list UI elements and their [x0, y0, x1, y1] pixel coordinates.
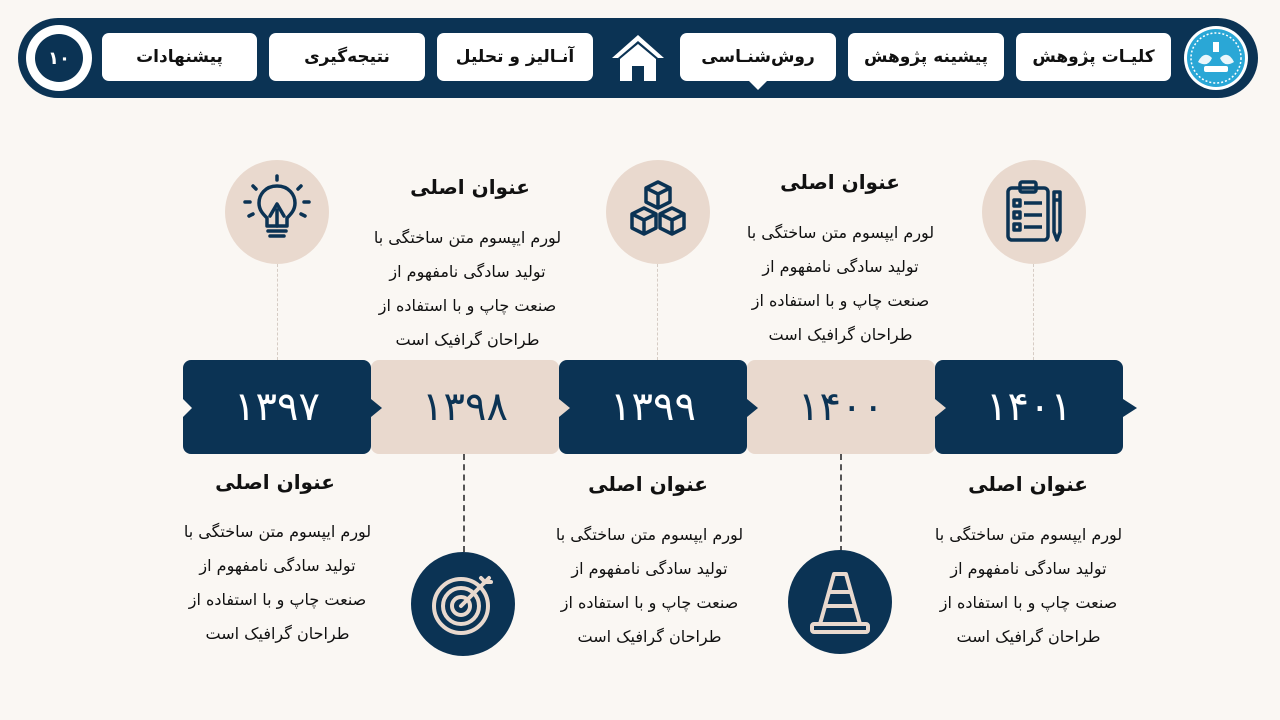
item-title-5: عنوان اصلی [968, 472, 1088, 496]
connector-line [463, 454, 465, 552]
university-seal-icon [1186, 28, 1246, 88]
timeline-notch [935, 399, 946, 417]
tab-methodology[interactable]: روش‌شنـاسی [680, 33, 836, 81]
tab-research-overview[interactable]: کلیـات پژوهش [1016, 33, 1171, 81]
page-number-badge [26, 25, 92, 91]
lightbulb-circle [225, 160, 329, 264]
clipboard-circle [982, 160, 1086, 264]
item-title-1: عنوان اصلی [215, 470, 335, 494]
home-icon [610, 32, 666, 84]
home-button[interactable] [610, 32, 666, 84]
connector-line [1033, 264, 1034, 360]
item-body-4: لورم ایپسوم متن ساختگی با تولید سادگی نامفهوم از صنعت چاپ و با استفاده از طراحان گرافیک است [746, 223, 935, 344]
timeline-year-3: ۱۳۹۹ [559, 360, 747, 454]
tab-literature-review[interactable]: پیشینه پژوهش [848, 33, 1004, 81]
item-body-2: لورم ایپسوم متن ساختگی با تولید سادگی نامفهوم از صنعت چاپ و با استفاده از طراحان گرافیک است [373, 228, 562, 349]
tab-conclusion[interactable]: نتیجه‌گیری [269, 33, 425, 81]
target-icon [423, 564, 503, 644]
timeline-year-5: ۱۴۰۱ [935, 360, 1123, 454]
timeline-notch [183, 399, 192, 417]
connector-line [657, 264, 658, 360]
item-body-1: لورم ایپسوم متن ساختگی با تولید سادگی نامفهوم از صنعت چاپ و با استفاده از طراحان گرافیک است [183, 522, 372, 643]
connector-line [277, 264, 278, 360]
timeline-notch [371, 399, 382, 417]
item-body-5: لورم ایپسوم متن ساختگی با تولید سادگی نامفهوم از صنعت چاپ و با استفاده از طراحان گرافیک است [934, 525, 1123, 646]
lightbulb-icon [237, 172, 317, 252]
clipboard-icon [994, 172, 1074, 252]
tab-suggestions[interactable]: پیشنهادات [102, 33, 257, 81]
item-title-2: عنوان اصلی [410, 175, 530, 199]
target-circle [411, 552, 515, 656]
item-title-4: عنوان اصلی [780, 170, 900, 194]
connector-line [840, 454, 842, 552]
university-logo [1184, 26, 1248, 90]
item-title-3: عنوان اصلی [588, 472, 708, 496]
page-number: ۱۰ [35, 34, 83, 82]
timeline-year-2: ۱۳۹۸ [371, 360, 559, 454]
tab-analysis[interactable]: آنـالیز و تحلیل [437, 33, 593, 81]
cubes-circle [606, 160, 710, 264]
timeline-notch [747, 399, 758, 417]
cone-circle [788, 550, 892, 654]
item-body-3: لورم ایپسوم متن ساختگی با تولید سادگی نامفهوم از صنعت چاپ و با استفاده از طراحان گرافیک است [555, 525, 744, 646]
timeline-year-4: ۱۴۰۰ [747, 360, 935, 454]
timeline-year-1: ۱۳۹۷ [183, 360, 371, 454]
timeline-arrow-head [1123, 399, 1137, 417]
top-nav-bar [18, 18, 1258, 98]
timeline-notch [559, 399, 570, 417]
cubes-icon [618, 172, 698, 252]
traffic-cone-icon [800, 562, 880, 642]
